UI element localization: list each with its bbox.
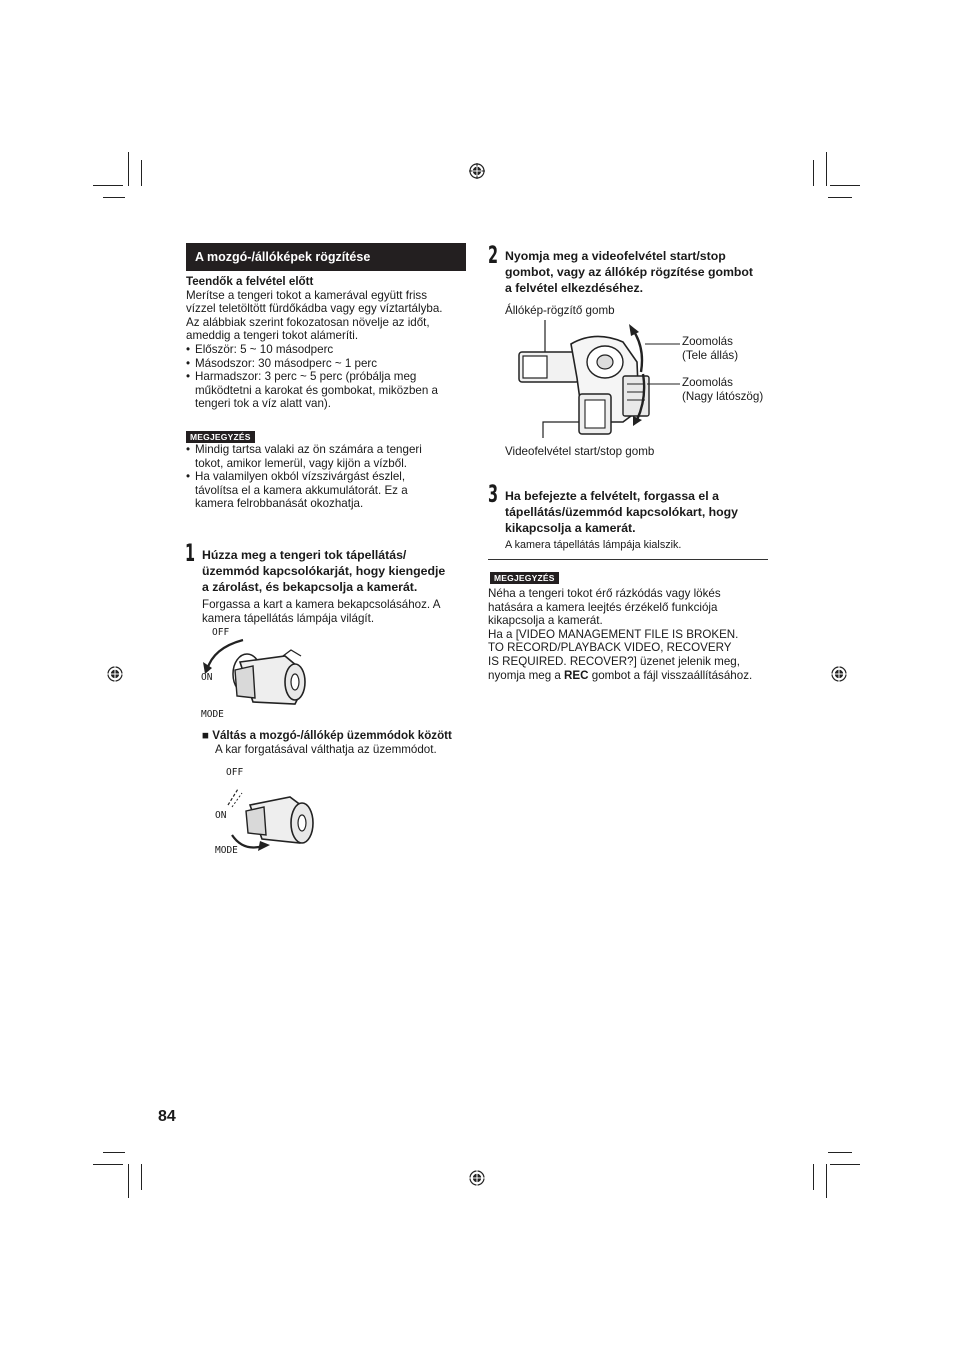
note-badge: MEGJEGYZÉS (490, 572, 559, 584)
prep-bullet: • Harmadszor: 3 perc ~ 5 perc (próbálja meg működtetni a karokat és gombokat, miközben a tengeri tok a víz alatt van). (186, 370, 471, 411)
step-body: Forgassa a kart a kamera bekapcsolásához. A kamera tápellátás lámpája világít. (202, 598, 441, 625)
off-label: OFF (226, 767, 244, 778)
registration-mark-icon (469, 1170, 485, 1186)
step-body: A kamera tápellátás lámpája kialszik. (505, 539, 682, 551)
note-block: Néha a tengeri tokot érő rázkódás vagy lökés hatására a kamera leejtés érzékelő funkciója kikapcsolja a kamerát. Ha a [VIDEO MANAGEMENT FILE IS BROKEN. TO RECORD/PLAYBACK VIDEO, RECOVERY IS REQUIRED. RECOVER?] üzenet jelenik meg, nyomja meg a REC gombot a fájl visszaállításához. (488, 587, 753, 682)
zoom-tele-label: Zoomolás (Tele állás) (682, 335, 739, 362)
registration-mark-icon (469, 163, 485, 179)
note-bullet: • Mindig tartsa valaki az ön számára a tengeri tokot, amikor lemerül, vagy kijön a vízből. (186, 443, 471, 470)
prep-heading: Teendők a felvétel előtt (186, 275, 314, 288)
note-block (186, 443, 471, 511)
step-number: 2 (488, 241, 499, 269)
prep-line: ameddig a tengeri tokot alámeríti. (186, 329, 359, 343)
square-bullet-icon: ■ (202, 729, 210, 742)
prep-line: Az alábbiak szerint fokozatosan növelje az időt, (186, 315, 430, 329)
sub-body: A kar forgatásával válthatja az üzemmódot. (215, 743, 437, 756)
registration-mark-icon (107, 666, 123, 682)
section-header: A mozgó-/állóképek rögzítése (186, 243, 466, 271)
still-button-label: Állókép-rögzítő gomb (505, 304, 615, 317)
step-number: 1 (185, 539, 196, 567)
divider (488, 559, 768, 560)
note-bullet: • Ha valamilyen okból vízszivárgást észlel, távolítsa el a kamera akkumulátorát. Ez a kamera felrobbanását okozhatja. (186, 470, 471, 511)
prep-block (186, 275, 471, 411)
prep-bullet: • Először: 5 ~ 10 másodperc (186, 343, 471, 357)
video-button-label: Videofelvétel start/stop gomb (505, 445, 655, 458)
page-number: 84 (158, 1108, 176, 1125)
step-number: 3 (488, 480, 499, 508)
off-label: OFF (212, 627, 230, 638)
prep-bullet: • Másodszor: 30 másodperc ~ 1 perc (186, 357, 471, 371)
prep-line: Merítse a tengeri tokot a kamerával együtt friss (186, 288, 427, 302)
note-badge: MEGJEGYZÉS (186, 431, 255, 443)
housing-illustration (505, 318, 680, 443)
on-label: ON (201, 672, 213, 683)
step-title: Ha befejezte a felvételt, forgassa el a tápellátás/üzemmód kapcsolókart, hogy kikapcsolja a kamerát. (505, 489, 739, 535)
on-label: ON (215, 810, 227, 821)
registration-mark-icon (831, 666, 847, 682)
sub-heading: ■ Váltás a mozgó-/állókép üzemmódok között (202, 729, 452, 742)
mode-label: MODE (215, 845, 238, 856)
housing-diagram (505, 318, 680, 443)
step-title: Húzza meg a tengeri tok tápellátás/ üzemmód kapcsolókarját, hogy kiengedje a zárolást, és bekapcsolja a kamerát. (202, 548, 446, 594)
mode-label: MODE (201, 709, 224, 720)
step-title: Nyomja meg a videofelvétel start/stop gombot, vagy az állókép rögzítése gombot a felvétel elkezdéséhez. (505, 249, 754, 295)
zoom-wide-label: Zoomolás (Nagy látószög) (682, 376, 764, 403)
prep-line: vízzel teletöltött fürdőkádba vagy egy víztartályba. (186, 302, 443, 316)
rec-button-name: REC (564, 668, 589, 682)
